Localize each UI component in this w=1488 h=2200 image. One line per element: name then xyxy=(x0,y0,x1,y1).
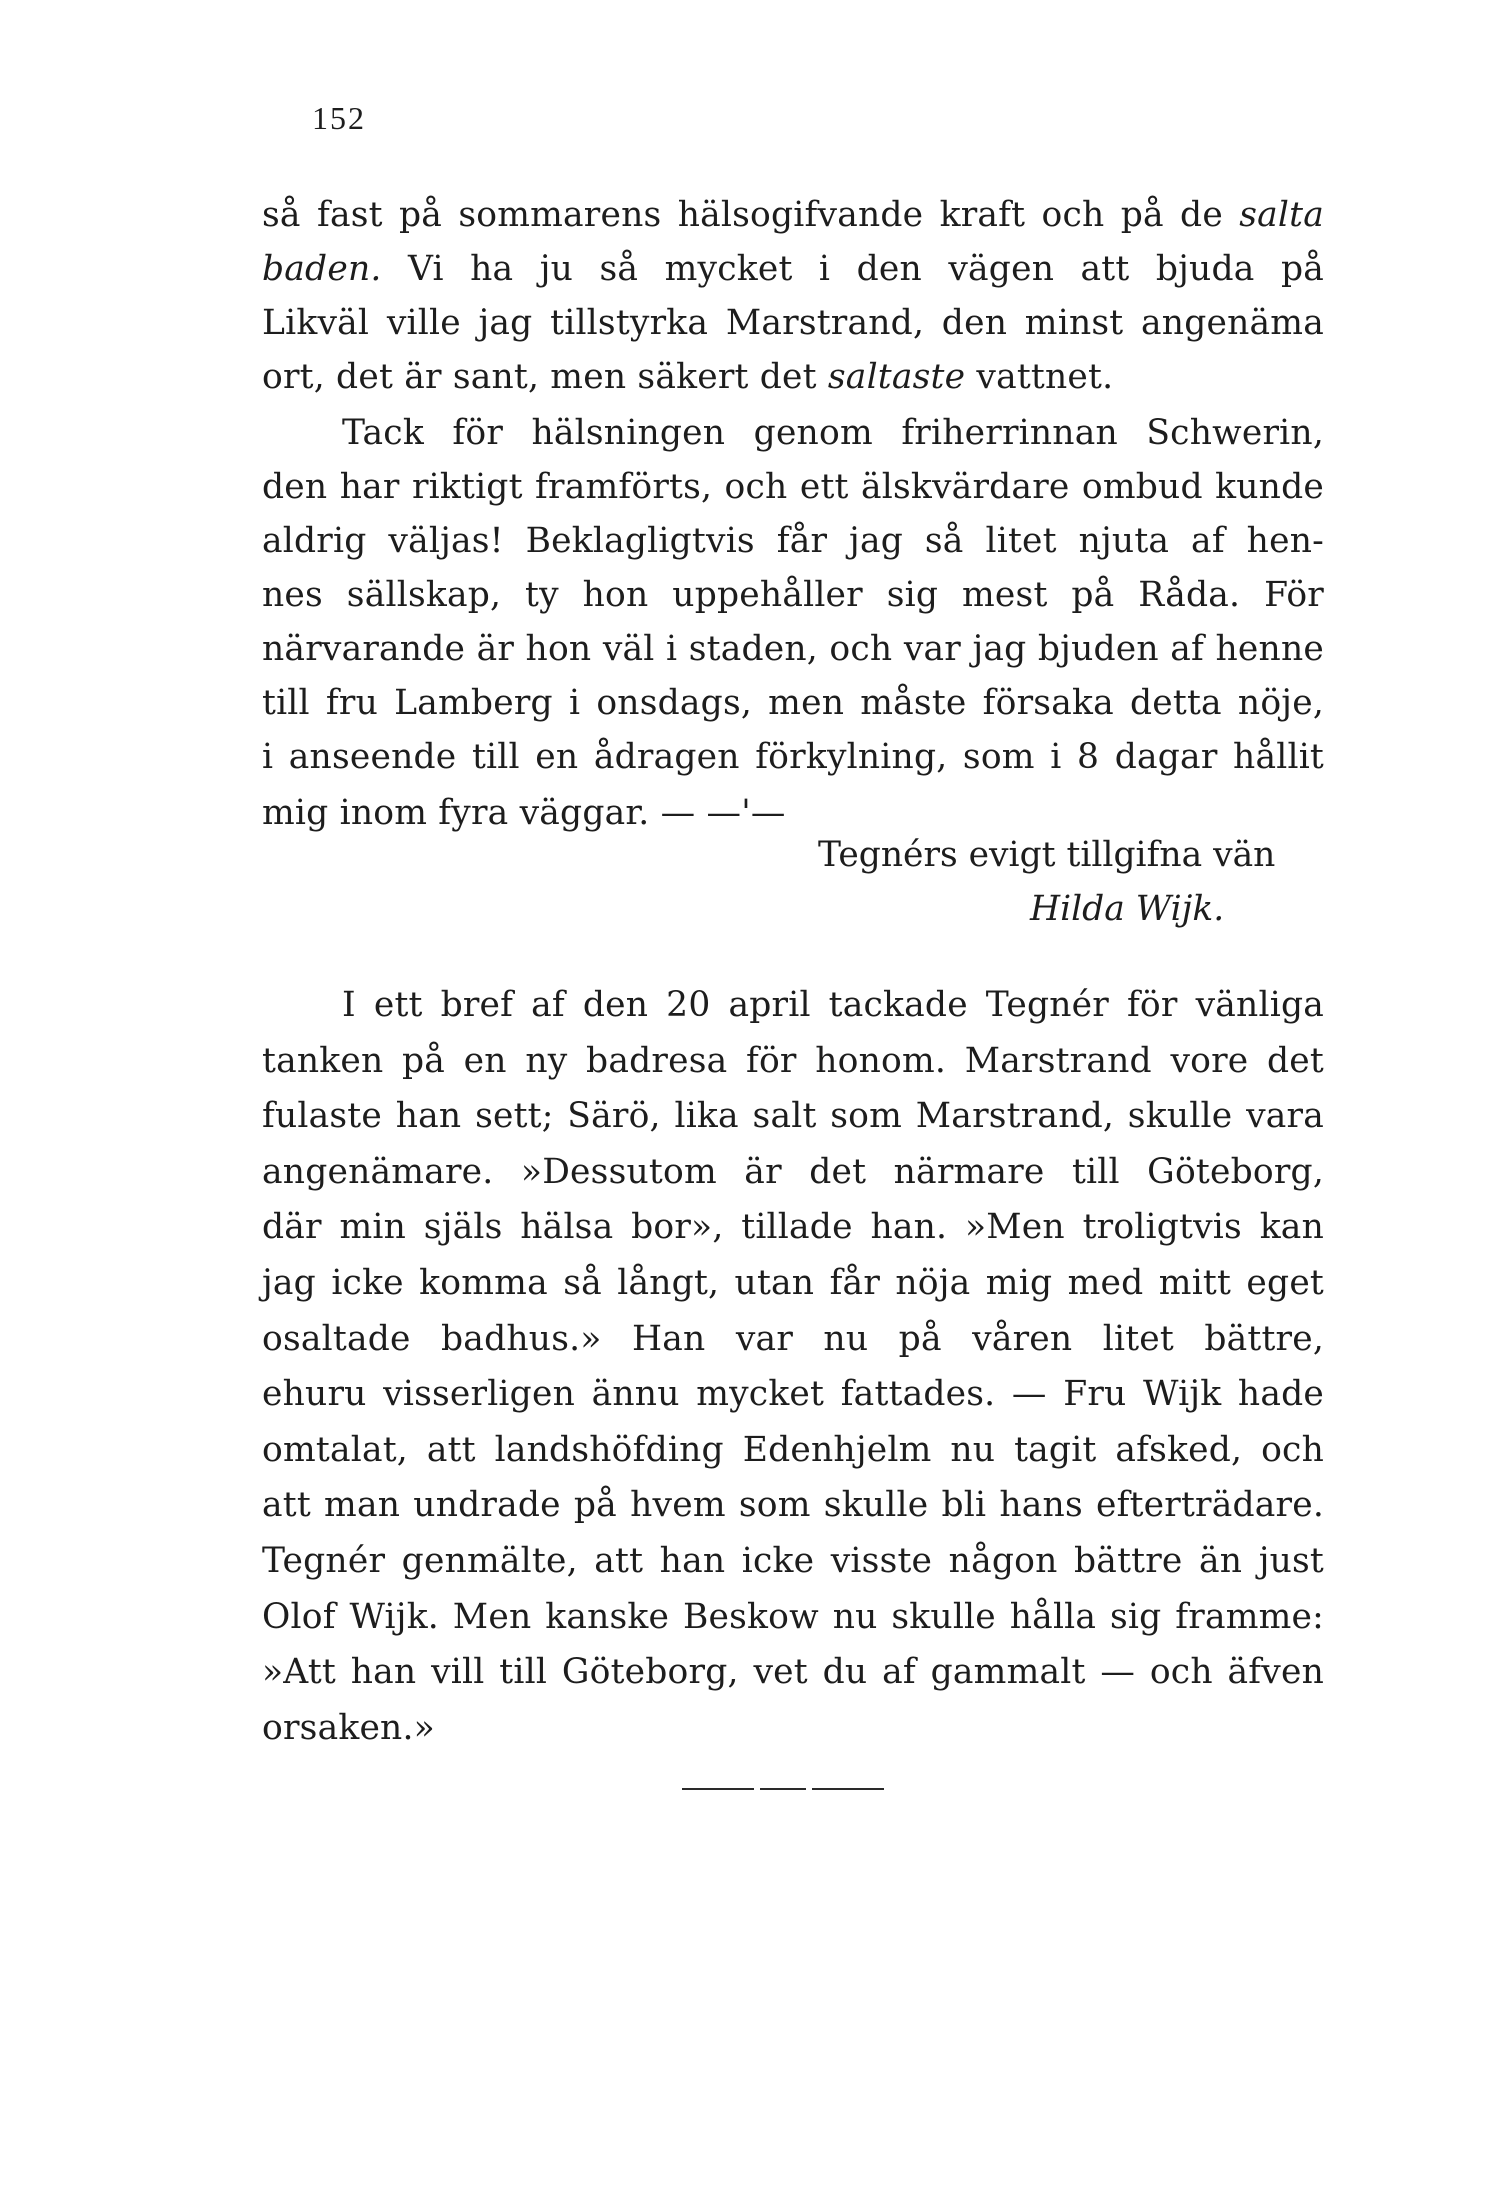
letter-line xyxy=(262,460,1324,514)
letter-text-run: ort, det är sant, men säkert det xyxy=(262,357,828,397)
letter-text-run: i anseende till en ådragen förkylning, som i 8 dagar hållit xyxy=(262,737,1324,777)
letter-text-run: nes sällskap, ty hon uppehåller sig mest på Råda. För xyxy=(262,575,1324,615)
section-rule-middle xyxy=(760,1788,806,1790)
letter-text-run: så fast på sommarens hälsogifvande kraft och på de xyxy=(262,195,1240,235)
page-number: 152 xyxy=(312,100,366,136)
letter-line xyxy=(262,350,1324,404)
letter-line xyxy=(262,242,1324,296)
letter-signature: Hilda Wijk. xyxy=(1030,889,1225,929)
narrative-line: jag icke komma så långt, utan får nöja mig med mitt eget xyxy=(262,1263,1324,1303)
section-rule-left xyxy=(682,1788,754,1790)
letter-line xyxy=(262,568,1324,622)
letter-text-run: till fru Lamberg i onsdags, men måste försaka detta nöje, xyxy=(262,683,1324,723)
letter-line xyxy=(342,406,1324,460)
narrative-line: orsaken.» xyxy=(262,1707,435,1748)
letter-text-run: aldrig väljas! Beklagligtvis får jag så litet njuta af hen- xyxy=(262,521,1324,561)
narrative-line: att man undrade på hvem som skulle bli hans efterträdare. xyxy=(262,1485,1324,1526)
letter-text-run: Vi ha ju så mycket i den vägen att bjuda på xyxy=(381,249,1324,289)
letter-text-run: mig inom fyra väggar. — —'— xyxy=(262,793,786,833)
letter-text-run: Likväl ville jag tillstyrka Marstrand, den minst angenäma xyxy=(262,303,1324,343)
letter-text-run: Tack för hälsningen genom friherrinnan Schwerin, xyxy=(342,413,1324,453)
narrative-line: osaltade badhus.» Han var nu på våren litet bättre, xyxy=(262,1318,1324,1359)
narrative-line: ehuru visserligen ännu mycket fattades. — Fru Wijk hade xyxy=(262,1374,1324,1415)
narrative-line: »Att han vill till Göteborg, vet du af gammalt — och äfven xyxy=(262,1652,1324,1693)
letter-line xyxy=(262,730,1324,784)
letter-line xyxy=(262,676,1324,730)
narrative-line: tanken på en ny badresa för honom. Marstrand vore det xyxy=(262,1040,1324,1081)
narrative-line: I ett bref af den 20 april tackade Tegnér för vänliga xyxy=(342,985,1324,1025)
letter-text-run: den har riktigt framförts, och ett älskvärdare ombud kunde xyxy=(262,467,1324,507)
letter-text-run: närvarande är hon väl i staden, och var jag bjuden af henne xyxy=(262,629,1324,669)
letter-line xyxy=(262,622,1324,676)
narrative-line: fulaste han sett; Särö, lika salt som Marstrand, skulle vara xyxy=(262,1096,1324,1137)
section-rule-right xyxy=(812,1788,884,1790)
narrative-line: där min själs hälsa bor», tillade han. »Men troligtvis kan xyxy=(262,1207,1324,1248)
narrative-line: omtalat, att landshöfding Edenhjelm nu tagit afsked, och xyxy=(262,1429,1324,1470)
letter-text-run: salta xyxy=(1239,195,1324,235)
letter-closing: Tegnérs evigt tillgifna vän xyxy=(818,835,1276,875)
letter-line xyxy=(262,296,1324,350)
letter-text-run: saltaste xyxy=(827,357,966,397)
narrative-line: angenämare. »Dessutom är det närmare till Göteborg, xyxy=(262,1151,1324,1192)
letter-text-run: baden. xyxy=(262,249,382,289)
narrative-line: Tegnér genmälte, att han icke visste någon bättre än just xyxy=(262,1541,1324,1581)
narrative-line: Olof Wijk. Men kanske Beskow nu skulle hålla sig framme: xyxy=(262,1596,1324,1637)
letter-line xyxy=(262,514,1324,568)
letter-text-run: vattnet. xyxy=(965,357,1114,397)
letter-line xyxy=(262,188,1324,242)
